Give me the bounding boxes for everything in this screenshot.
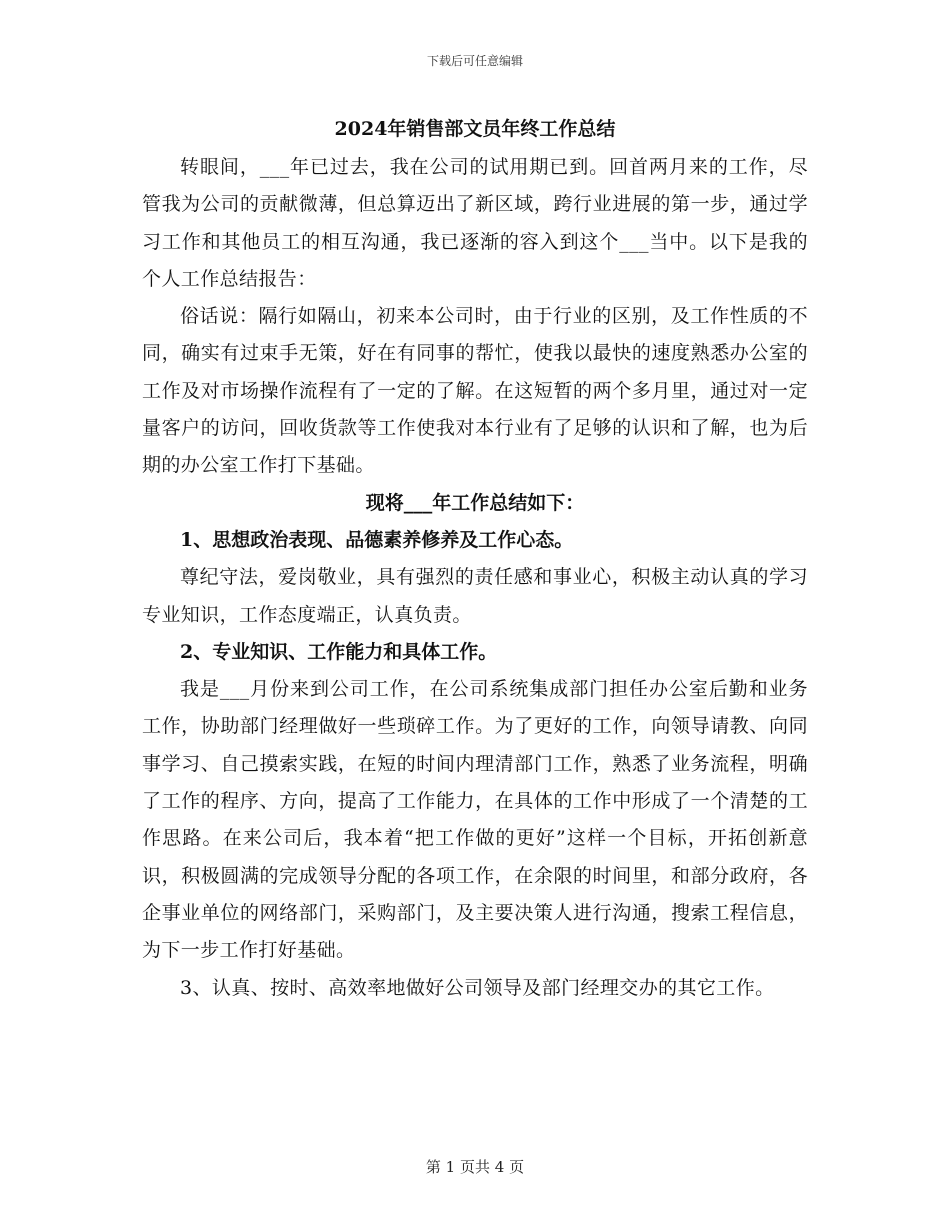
section-2-body: 我是___月份来到公司工作，在公司系统集成部门担任办公室后勤和业务工作，协助部门经理做好一些琐碎工作。为了更好的工作，向领导请教、向同事学习、自己摸索实践，在短的时间内理清部门工作，熟悉了业务流程，明确了工作的程序、方向，提高了工作能力，在具体的工作中形成了一个清楚的工作思路。在来公司后，我本着“把工作做的更好”这样一个目标，开拓创新意识，积极圆满的完成领导分配的各项工作，在余限的时间里，和部分政府，各企事业单位的网络部门，采购部门，及主要决策人进行沟通，搜索工程信息，为下一步工作打好基础。 xyxy=(142,678,808,962)
section-2-heading: 2、专业知识、工作能力和具体工作。 xyxy=(180,640,498,663)
document-page xyxy=(142,112,808,1007)
section-1-heading: 1、思想政治表现、品德素养修养及工作心态。 xyxy=(180,528,574,551)
section-1-body: 尊纪守法，爱岗敬业，具有强烈的责任感和事业心，积极主动认真的学习专业知识，工作态度端正，认真负责。 xyxy=(142,566,808,626)
header-note: 下载后可任意编辑 xyxy=(426,54,523,68)
section-3-body: 3、认真、按时、高效率地做好公司领导及部门经理交办的其它工作。 xyxy=(180,976,775,999)
intro-paragraph-1: 转眼间，___年已过去，我在公司的试用期已到。回首两月来的工作，尽管我为公司的贡献微薄，但总算迈出了新区域，跨行业进展的第一步，通过学习工作和其他员工的相互沟通，我已逐渐的容入到这个___当中。以下是我的个人工作总结报告： xyxy=(142,156,808,290)
page-number: 第 1 页共 4 页 xyxy=(425,1158,525,1176)
summary-heading: 现将___年工作总结如下： xyxy=(365,491,585,514)
document-title: 2024年销售部文员年终工作总结 xyxy=(334,118,616,140)
intro-paragraph-2: 俗话说：隔行如隔山，初来本公司时，由于行业的区别，及工作性质的不同，确实有过束手无策，好在有同事的帮忙，使我以最快的速度熟悉办公室的工作及对市场操作流程有了一定的了解。在这短暂的两个多月里，通过对一定量客户的访问，回收货款等工作使我对本行业有了足够的认识和了解，也为后期的办公室工作打下基础。 xyxy=(142,305,808,477)
